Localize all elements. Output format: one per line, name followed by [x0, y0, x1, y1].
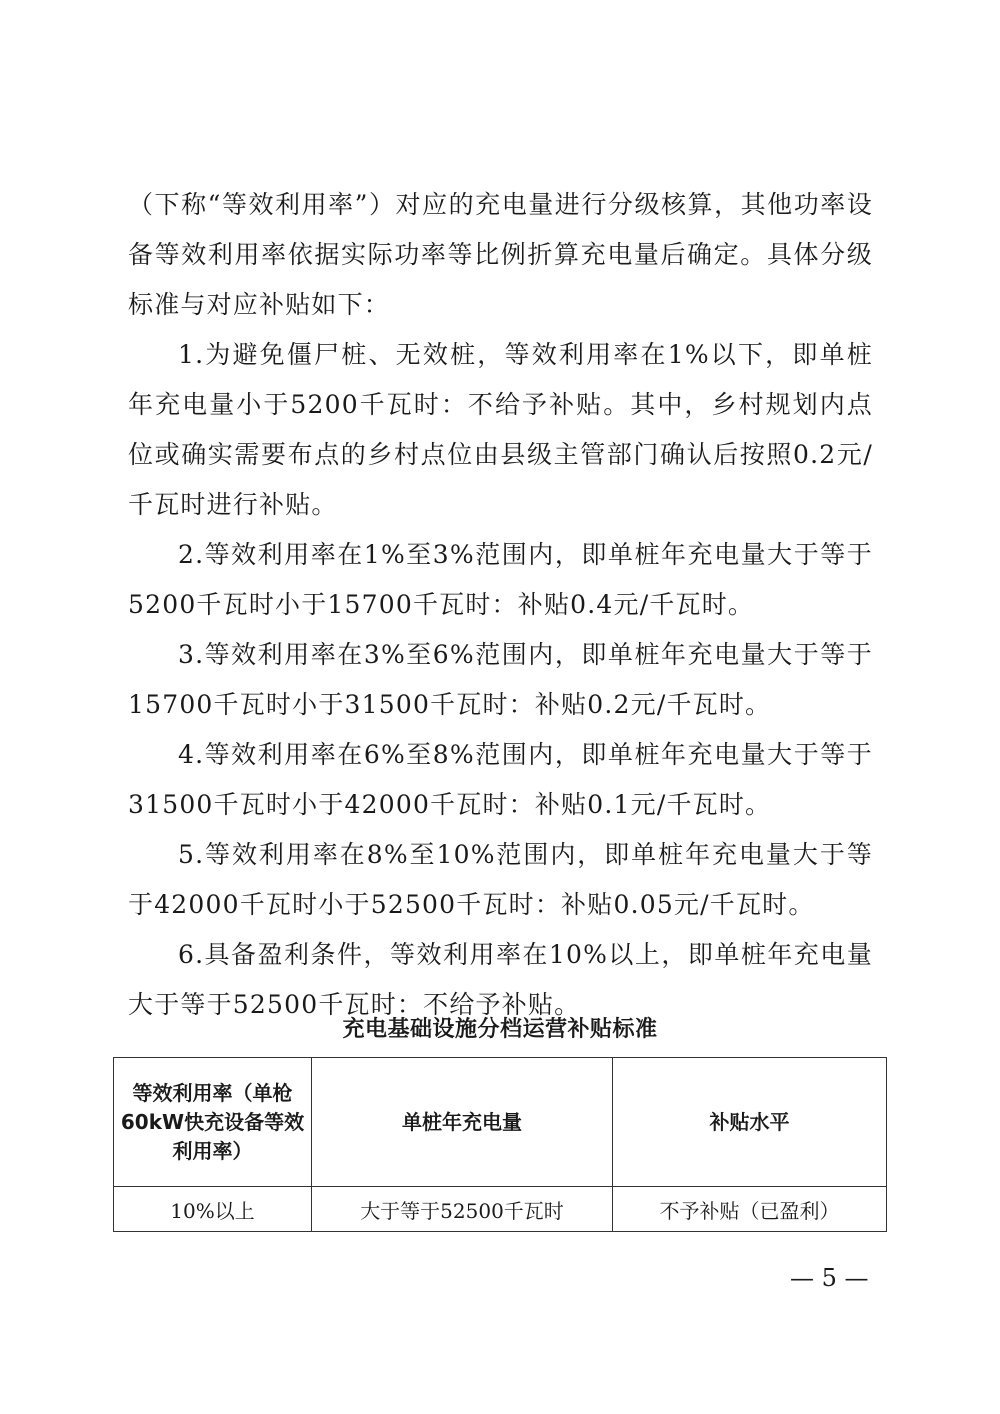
- page-number: — 5 —: [790, 1264, 869, 1292]
- paragraph-item-5: 5.等效利用率在8%至10%范围内，即单桩年充电量大于等于42000千瓦时小于52500千瓦时：补贴0.05元/千瓦时。: [128, 840, 873, 919]
- table-row: [114, 1187, 887, 1232]
- paragraph-item-2: 2.等效利用率在1%至3%范围内，即单桩年充电量大于等于5200千瓦时小于15700千瓦时：补贴0.4元/千瓦时。: [128, 540, 873, 619]
- paragraph-item-4: 4.等效利用率在6%至8%范围内，即单桩年充电量大于等于31500千瓦时小于42000千瓦时：补贴0.1元/千瓦时。: [128, 740, 873, 819]
- subsidy-table: [113, 1057, 887, 1232]
- table-header-row: [114, 1058, 887, 1187]
- body-text: [128, 180, 873, 1030]
- header-annual-charge: 单桩年充电量: [312, 1058, 613, 1187]
- paragraph-item-6: 6.具备盈利条件，等效利用率在10%以上，即单桩年充电量大于等于52500千瓦时：不给予补贴。: [128, 940, 873, 1019]
- cell-annual-charge: 大于等于52500千瓦时: [312, 1187, 613, 1232]
- paragraph-item-1: 1.为避免僵尸桩、无效桩，等效利用率在1%以下，即单桩年充电量小于5200千瓦时：不给予补贴。其中，乡村规划内点位或确实需要布点的乡村点位由县级主管部门确认后按照0.2元/千瓦时进行补贴。: [128, 340, 873, 519]
- cell-utilization-rate: 10%以上: [114, 1187, 312, 1232]
- header-utilization-rate: 等效利用率（单枪60kW快充设备等效利用率）: [114, 1058, 312, 1187]
- table-title: 充电基础设施分档运营补贴标准: [342, 1017, 658, 1042]
- header-subsidy-level: 补贴水平: [613, 1058, 887, 1187]
- paragraph-item-3: 3.等效利用率在3%至6%范围内，即单桩年充电量大于等于15700千瓦时小于31500千瓦时：补贴0.2元/千瓦时。: [128, 640, 873, 719]
- paragraph-intro: （下称“等效利用率”）对应的充电量进行分级核算，其他功率设备等效利用率依据实际功率等比例折算充电量后确定。具体分级标准与对应补贴如下：: [128, 190, 873, 319]
- cell-subsidy-level: 不予补贴（已盈利）: [613, 1187, 887, 1232]
